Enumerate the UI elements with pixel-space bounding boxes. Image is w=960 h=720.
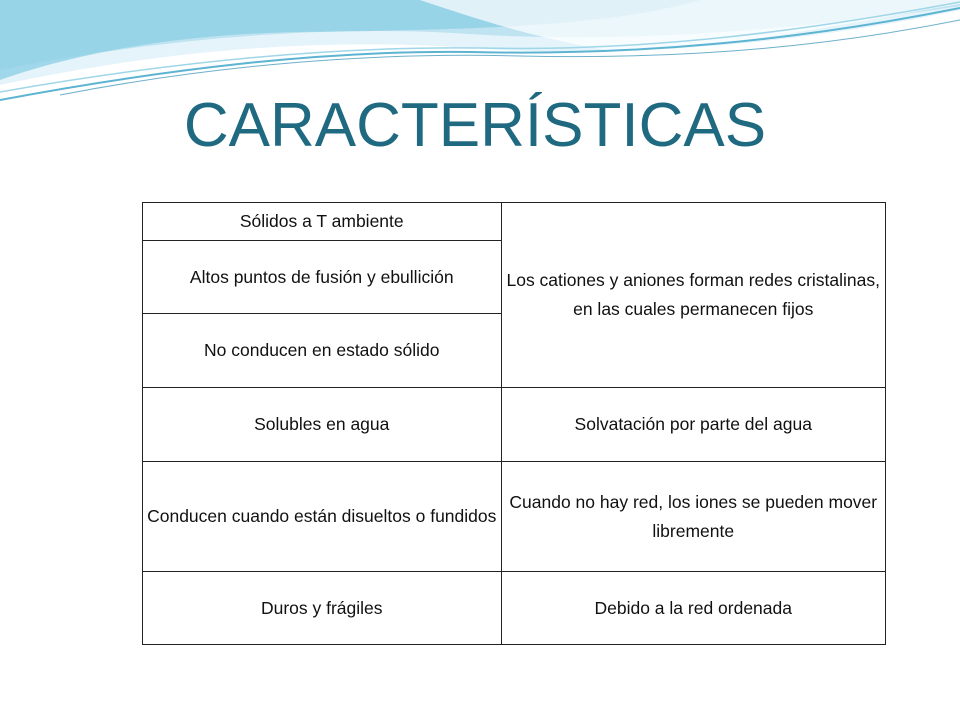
- table-cell: Debido a la red ordenada: [501, 572, 886, 645]
- table-cell: Cuando no hay red, los iones se pueden mover libremente: [501, 462, 886, 572]
- table-cell: Solubles en agua: [143, 388, 502, 462]
- table-cell: No conducen en estado sólido: [143, 314, 502, 388]
- table-cell: Conducen cuando están disueltos o fundidos: [143, 462, 502, 572]
- table-cell: Solvatación por parte del agua: [501, 388, 886, 462]
- table-row: [143, 462, 886, 572]
- table-row: [143, 203, 886, 241]
- table-row: [143, 572, 886, 645]
- table-cell: Los cationes y aniones forman redes cristalinas, en las cuales permanecen fijos: [501, 203, 886, 388]
- table-cell: Sólidos a T ambiente: [143, 203, 502, 241]
- slide-title: CARACTERÍSTICAS: [183, 91, 767, 160]
- characteristics-table: [142, 202, 886, 645]
- table-row: [143, 388, 886, 462]
- table-cell: Duros y frágiles: [143, 572, 502, 645]
- characteristics-table-container: [142, 202, 886, 645]
- table-cell: Altos puntos de fusión y ebullición: [143, 241, 502, 314]
